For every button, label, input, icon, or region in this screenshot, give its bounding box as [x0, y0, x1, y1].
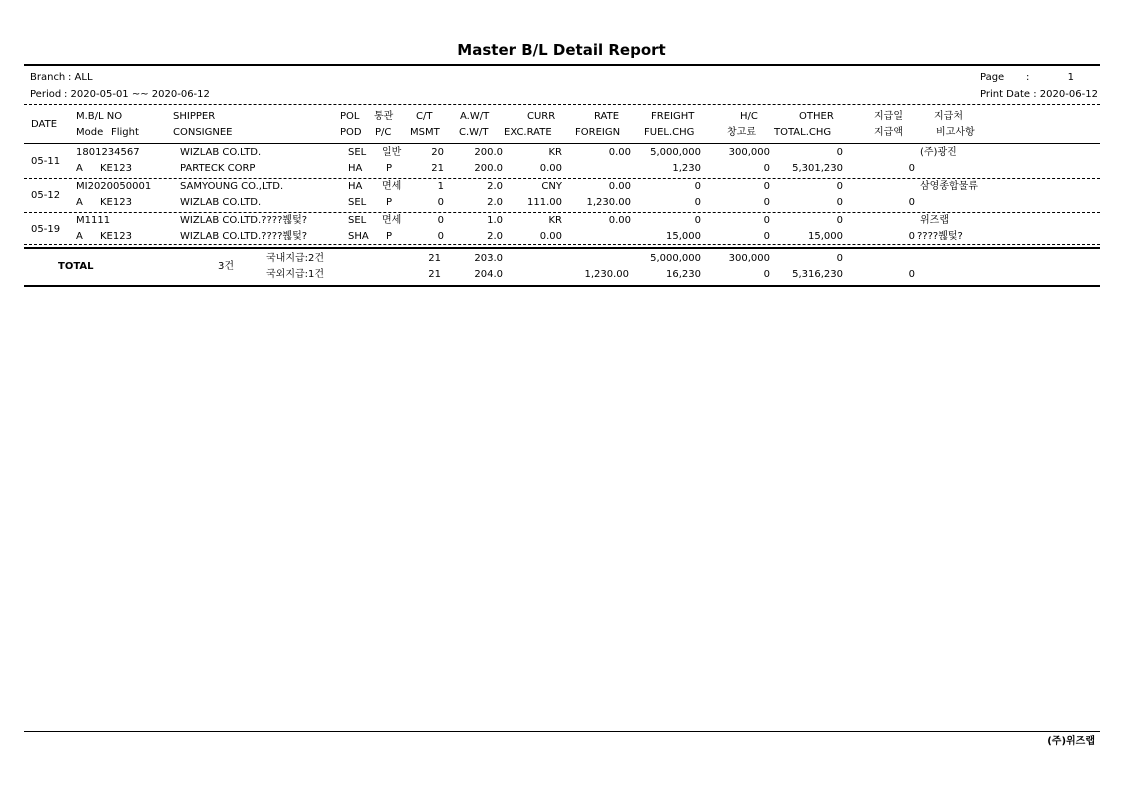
page-number: 1	[1067, 72, 1074, 83]
period-label: Period	[30, 89, 62, 100]
row-mbl-no: M1111	[76, 215, 111, 226]
row-awt: 1.0	[487, 215, 503, 226]
header-curr: CURR	[527, 111, 556, 122]
row-mbl-no: 1801234567	[76, 147, 140, 158]
row-msmt: 21	[431, 163, 444, 174]
row-total-chg: 5,301,230	[792, 163, 843, 174]
row-remark: ????붾텇?	[917, 231, 963, 242]
total-bottom-rule	[24, 285, 1100, 287]
row-exc-rate: 0.00	[539, 231, 562, 242]
header-mode: Mode	[76, 127, 104, 138]
row-msmt: 0	[437, 231, 444, 242]
row-pod: HA	[348, 163, 363, 174]
period-value: : 2020-05-01 ~~ 2020-06-12	[64, 89, 210, 100]
header-msmt: MSMT	[410, 127, 440, 138]
header-cwt: C.W/T	[459, 127, 489, 138]
footer-company: (주)위즈랩	[1047, 736, 1095, 747]
row-shipper: WIZLAB CO.LTD.????붾텇?	[180, 215, 308, 226]
row-flight: KE123	[100, 231, 132, 242]
header-date: DATE	[31, 119, 58, 130]
row-payee: 위즈랩	[920, 215, 949, 226]
header-awt: A.W/T	[460, 111, 490, 122]
row-pc: P	[386, 163, 393, 174]
header-remarks: 비고사항	[936, 127, 975, 138]
row-warehouse: 0	[763, 231, 770, 242]
row-pc: P	[386, 197, 393, 208]
row-customs: 면세	[382, 215, 402, 226]
row-hc: 0	[763, 215, 770, 226]
row-exc-rate: 0.00	[539, 163, 562, 174]
row-date: 05-11	[31, 156, 61, 167]
row-ct: 0	[437, 215, 444, 226]
row-pol: SEL	[348, 147, 367, 158]
row-msmt: 0	[437, 197, 444, 208]
page-colon: :	[1026, 72, 1030, 83]
row-pod: SHA	[348, 231, 369, 242]
branch-value: : ALL	[68, 72, 93, 83]
row-pay-amount: 0	[908, 163, 915, 174]
row-freight: 5,000,000	[650, 147, 701, 158]
header-flight: Flight	[111, 127, 139, 138]
header-pay-date: 지급일	[874, 111, 903, 122]
row-foreign: 1,230.00	[586, 197, 631, 208]
header-hc: H/C	[740, 111, 758, 122]
branch-label: Branch	[30, 72, 66, 83]
total-foreign-amount: 1,230.00	[584, 269, 629, 280]
row-freight: 0	[694, 181, 701, 192]
row-mode: A	[76, 197, 83, 208]
row-curr: KR	[548, 147, 562, 158]
row-divider	[24, 178, 1100, 179]
total-total-chg: 5,316,230	[792, 269, 843, 280]
header-consignee: CONSIGNEE	[173, 127, 233, 138]
row-warehouse: 0	[763, 197, 770, 208]
row-ct: 20	[431, 147, 444, 158]
total-count: 3건	[218, 261, 235, 272]
row-pay-amount: 0	[908, 197, 915, 208]
row-freight: 0	[694, 215, 701, 226]
header-bottom-rule	[24, 143, 1100, 144]
header-payee: 지급처	[934, 111, 963, 122]
print-date: Print Date : 2020-06-12	[980, 89, 1098, 100]
total-domestic-count: 국내지급:2건	[266, 253, 325, 264]
row-fuel-chg: 1,230	[672, 163, 701, 174]
row-total-chg: 15,000	[808, 231, 843, 242]
header-warehouse: 창고료	[727, 127, 756, 138]
header-pol: POL	[340, 111, 360, 122]
header-total-chg: TOTAL.CHG	[774, 127, 832, 138]
header-fuel-chg: FUEL.CHG	[644, 127, 695, 138]
row-rate: 0.00	[608, 181, 631, 192]
total-freight: 5,000,000	[650, 253, 701, 264]
row-flight: KE123	[100, 163, 132, 174]
row-rate: 0.00	[608, 147, 631, 158]
row-cwt: 2.0	[487, 197, 503, 208]
row-consignee: WIZLAB CO.LTD.	[180, 197, 262, 208]
header-foreign: FOREIGN	[575, 127, 621, 138]
total-other: 0	[836, 253, 843, 264]
row-shipper: WIZLAB CO.LTD.	[180, 147, 262, 158]
row-other: 0	[836, 215, 843, 226]
total-cwt: 204.0	[474, 269, 503, 280]
row-awt: 2.0	[487, 181, 503, 192]
row-awt: 200.0	[474, 147, 503, 158]
row-other: 0	[836, 181, 843, 192]
row-pod: SEL	[348, 197, 367, 208]
footer-rule	[24, 731, 1100, 732]
header-pod: POD	[340, 127, 362, 138]
header-freight: FREIGHT	[651, 111, 695, 122]
header-pc: P/C	[375, 127, 392, 138]
title-rule	[24, 64, 1100, 66]
total-label: TOTAL	[58, 261, 94, 272]
total-hc: 300,000	[728, 253, 770, 264]
row-exc-rate: 111.00	[527, 197, 562, 208]
row-date: 05-12	[31, 190, 61, 201]
header-rate: RATE	[594, 111, 620, 122]
header-customs: 통관	[374, 111, 394, 122]
total-fuel-chg: 16,230	[666, 269, 701, 280]
header-pay-amount: 지급액	[874, 127, 903, 138]
row-cwt: 200.0	[474, 163, 503, 174]
row-curr: KR	[548, 215, 562, 226]
row-pay-amount: 0	[908, 231, 915, 242]
row-ct: 1	[437, 181, 444, 192]
row-warehouse: 0	[763, 163, 770, 174]
row-mbl-no: MI2020050001	[76, 181, 152, 192]
row-pol: SEL	[348, 215, 367, 226]
total-overseas-count: 국외지급:1건	[266, 269, 325, 280]
row-payee: (주)광진	[920, 147, 957, 158]
row-fuel-chg: 15,000	[666, 231, 701, 242]
row-flight: KE123	[100, 197, 132, 208]
total-top-rule	[24, 247, 1100, 249]
row-customs: 면세	[382, 181, 402, 192]
total-msmt: 21	[428, 269, 441, 280]
row-pol: HA	[348, 181, 363, 192]
row-payee: 삼영종합물류	[920, 181, 978, 192]
page-label: Page	[980, 72, 1005, 83]
row-mode: A	[76, 231, 83, 242]
row-curr: CNY	[541, 181, 562, 192]
total-ct: 21	[428, 253, 441, 264]
header-shipper: SHIPPER	[173, 111, 216, 122]
header-ct: C/T	[416, 111, 433, 122]
row-mode: A	[76, 163, 83, 174]
row-date: 05-19	[31, 224, 61, 235]
total-awt: 203.0	[474, 253, 503, 264]
row-divider	[24, 244, 1100, 245]
row-rate: 0.00	[608, 215, 631, 226]
row-hc: 0	[763, 181, 770, 192]
row-cwt: 2.0	[487, 231, 503, 242]
row-shipper: SAMYOUNG CO.,LTD.	[180, 181, 284, 192]
header-exc-rate: EXC.RATE	[504, 127, 552, 138]
row-consignee: PARTECK CORP	[180, 163, 256, 174]
total-pay-amount: 0	[908, 269, 915, 280]
report-title: Master B/L Detail Report	[457, 41, 666, 59]
row-total-chg: 0	[836, 197, 843, 208]
header-mbl-no: M.B/L NO	[76, 111, 123, 122]
row-other: 0	[836, 147, 843, 158]
row-pc: P	[386, 231, 393, 242]
header-top-rule	[24, 104, 1100, 105]
row-consignee: WIZLAB CO.LTD.????붾텇?	[180, 231, 308, 242]
row-divider	[24, 212, 1100, 213]
header-other: OTHER	[799, 111, 834, 122]
row-hc: 300,000	[728, 147, 770, 158]
row-customs: 일반	[382, 147, 402, 158]
total-warehouse: 0	[763, 269, 770, 280]
row-fuel-chg: 0	[694, 197, 701, 208]
